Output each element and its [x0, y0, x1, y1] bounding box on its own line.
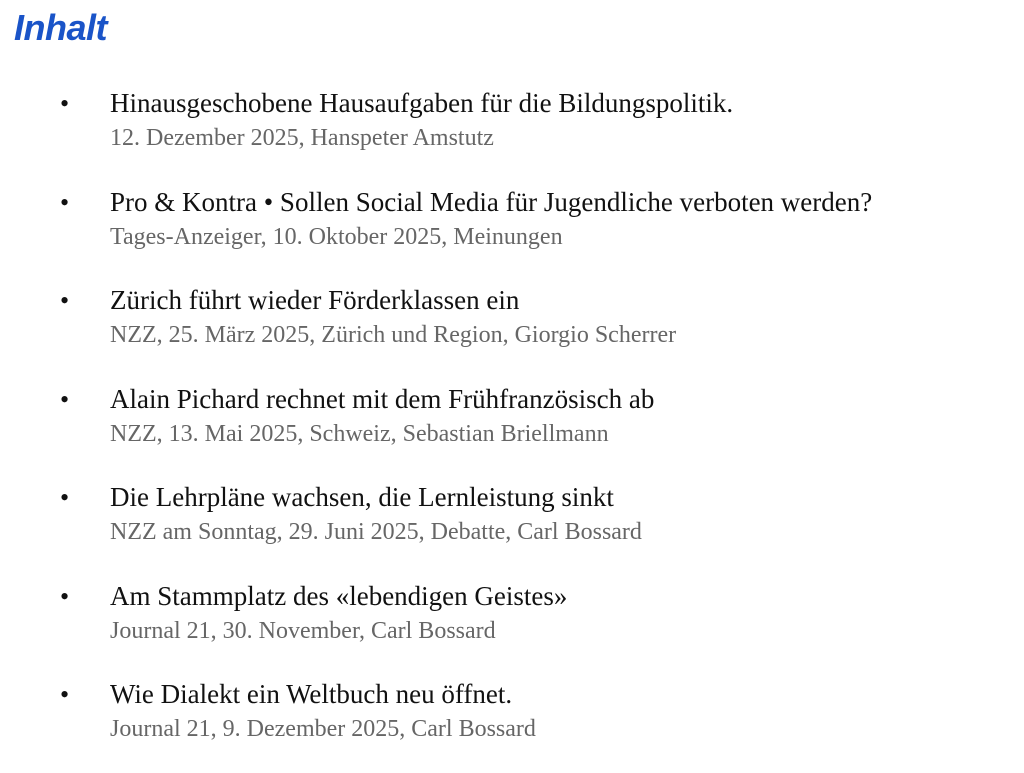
article-title[interactable]: Am Stammplatz des «lebendigen Geistes» [110, 580, 568, 611]
list-item [0, 379, 1024, 478]
bullet-icon: • [60, 286, 70, 315]
contents-list [0, 83, 1024, 773]
list-item [0, 83, 1024, 182]
article-meta: Journal 21, 30. November, Carl Bossard [110, 617, 496, 644]
article-meta: Journal 21, 9. Dezember 2025, Carl Bossard [110, 716, 536, 742]
page-title: Inhalt [14, 7, 107, 48]
article-meta: NZZ, 25. März 2025, Zürich und Region, Giorgio Scherrer [110, 322, 677, 348]
article-title[interactable]: Zürich führt wieder Förderklassen ein [110, 285, 520, 315]
list-item [0, 674, 1024, 773]
bullet-icon: • [60, 680, 70, 709]
list-item [0, 477, 1024, 576]
article-meta: NZZ, 13. Mai 2025, Schweiz, Sebastian Briellmann [110, 420, 609, 447]
bullet-icon: • [60, 187, 70, 217]
article-meta: 12. Dezember 2025, Hanspeter Amstutz [110, 125, 494, 151]
article-title[interactable]: Hinausgeschobene Hausaufgaben für die Bildungspolitik. [110, 88, 734, 118]
article-title[interactable]: Wie Dialekt ein Weltbuch neu öffnet. [110, 679, 513, 709]
article-meta: Tages-Anzeiger, 10. Oktober 2025, Meinungen [110, 223, 563, 250]
article-title[interactable]: Die Lehrpläne wachsen, die Lernleistung sinkt [110, 482, 614, 512]
list-item [0, 280, 1024, 379]
article-meta: NZZ am Sonntag, 29. Juni 2025, Debatte, Carl Bossard [110, 519, 642, 545]
article-title[interactable]: Alain Pichard rechnet mit dem Frühfranzösisch ab [110, 383, 655, 414]
bullet-icon: • [60, 89, 70, 118]
article-title[interactable]: Pro & Kontra • Sollen Social Media für Jugendliche verboten werden? [110, 186, 873, 217]
bullet-icon: • [60, 483, 70, 512]
list-item [0, 182, 1024, 281]
list-item [0, 576, 1024, 675]
bullet-icon: • [60, 384, 70, 414]
bullet-icon: • [60, 581, 70, 611]
